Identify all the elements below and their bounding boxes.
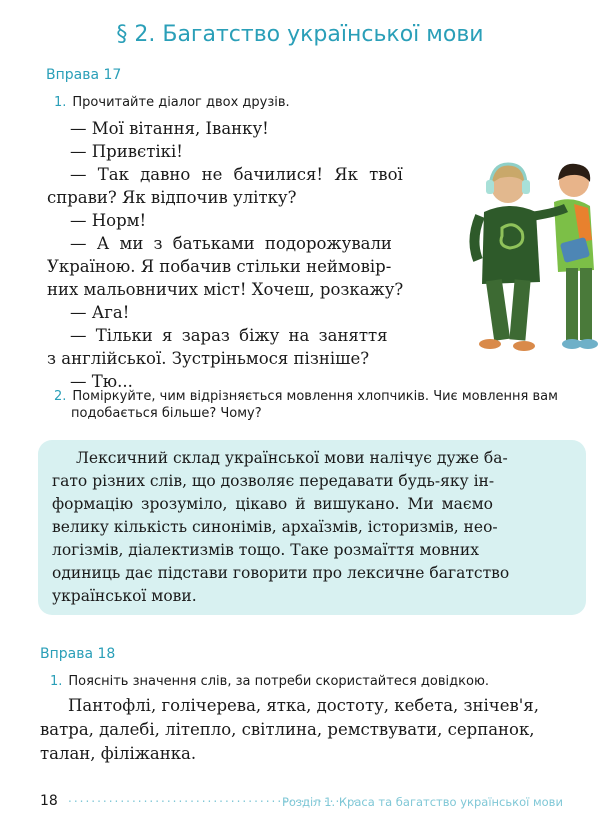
rule-line: одиниць дає підстави говорити про лексичне багатство — [52, 564, 510, 582]
exercise-17-task-2 — [54, 389, 558, 404]
exercise-18-label: Вправа 18 — [40, 646, 116, 662]
exercise-17-task-1 — [54, 95, 290, 110]
dialog-line: — Норм! — [70, 211, 147, 230]
dialog-line: — Мої вітання, Іванку! — [70, 119, 269, 138]
dialog-line: — Тю... — [70, 372, 133, 391]
boy-left — [474, 164, 566, 351]
dialog-line: — Привєтікі! — [70, 142, 183, 161]
dialog-line: — Тільки я зараз біжу на заняття — [70, 326, 388, 345]
word-list-line: ватра, далебі, літепло, світлина, ремствувати, серпанок, — [40, 720, 535, 739]
rule-line: формацію зрозуміло, цікаво й вишукано. Ми маємо — [52, 495, 493, 513]
footer-dots: .................................................. — [68, 791, 359, 805]
dialog-line: них мальовничих міст! Хочеш, розкажу? — [47, 280, 404, 299]
task-text: Поміркуйте, чим відрізняється мовлення хлопчиків. Чиє мовлення вам — [72, 389, 558, 404]
two-boys-illustration — [462, 150, 600, 360]
rule-line: української мови. — [52, 587, 197, 605]
dialog-line: — А ми з батьками подорожували — [70, 234, 392, 253]
page-number: 18 — [40, 793, 58, 809]
task-text: Прочитайте діалог двох друзів. — [72, 95, 290, 110]
task-text: Поясніть значення слів, за потреби скористайтеся довідкою. — [68, 674, 490, 689]
task-number: 1. — [54, 95, 67, 110]
exercise-17-label: Вправа 17 — [46, 67, 122, 83]
dialog-line: — Ага! — [70, 303, 130, 322]
footer-section: Розділ 1. Краса та багатство української мови — [282, 795, 563, 809]
exercise-18-task-1 — [50, 674, 489, 689]
boy-right — [554, 164, 598, 349]
rule-line: Лексичний склад української мови налічує дуже ба- — [76, 449, 508, 467]
rule-line: логізмів, діалектизмів тощо. Таке розмаїття мовних — [52, 541, 479, 559]
dialog-line: — Так давно не бачилися! Як твої — [70, 165, 403, 184]
dialog-line: справи? Як відпочив улітку? — [47, 188, 297, 207]
task-number: 2. — [54, 389, 67, 404]
rule-line: гато різних слів, що дозволяє передавати будь-яку ін- — [52, 472, 495, 490]
word-list-line: Пантофлі, голічерева, ятка, достоту, кебета, знічев'я, — [68, 696, 539, 715]
rule-line: велику кількість синонімів, архаїзмів, історизмів, нео- — [52, 518, 498, 536]
dialog-line: з англійської. Зустріньмося пізніше? — [47, 349, 370, 368]
dialog-line: Україною. Я побачив стільки неймовір- — [47, 257, 392, 276]
page-title: § 2. Багатство української мови — [116, 22, 484, 47]
exercise-17-task-2-cont: подобається більше? Чому? — [71, 406, 262, 421]
task-number: 1. — [50, 674, 63, 689]
word-list-line: талан, філіжанка. — [40, 744, 197, 763]
